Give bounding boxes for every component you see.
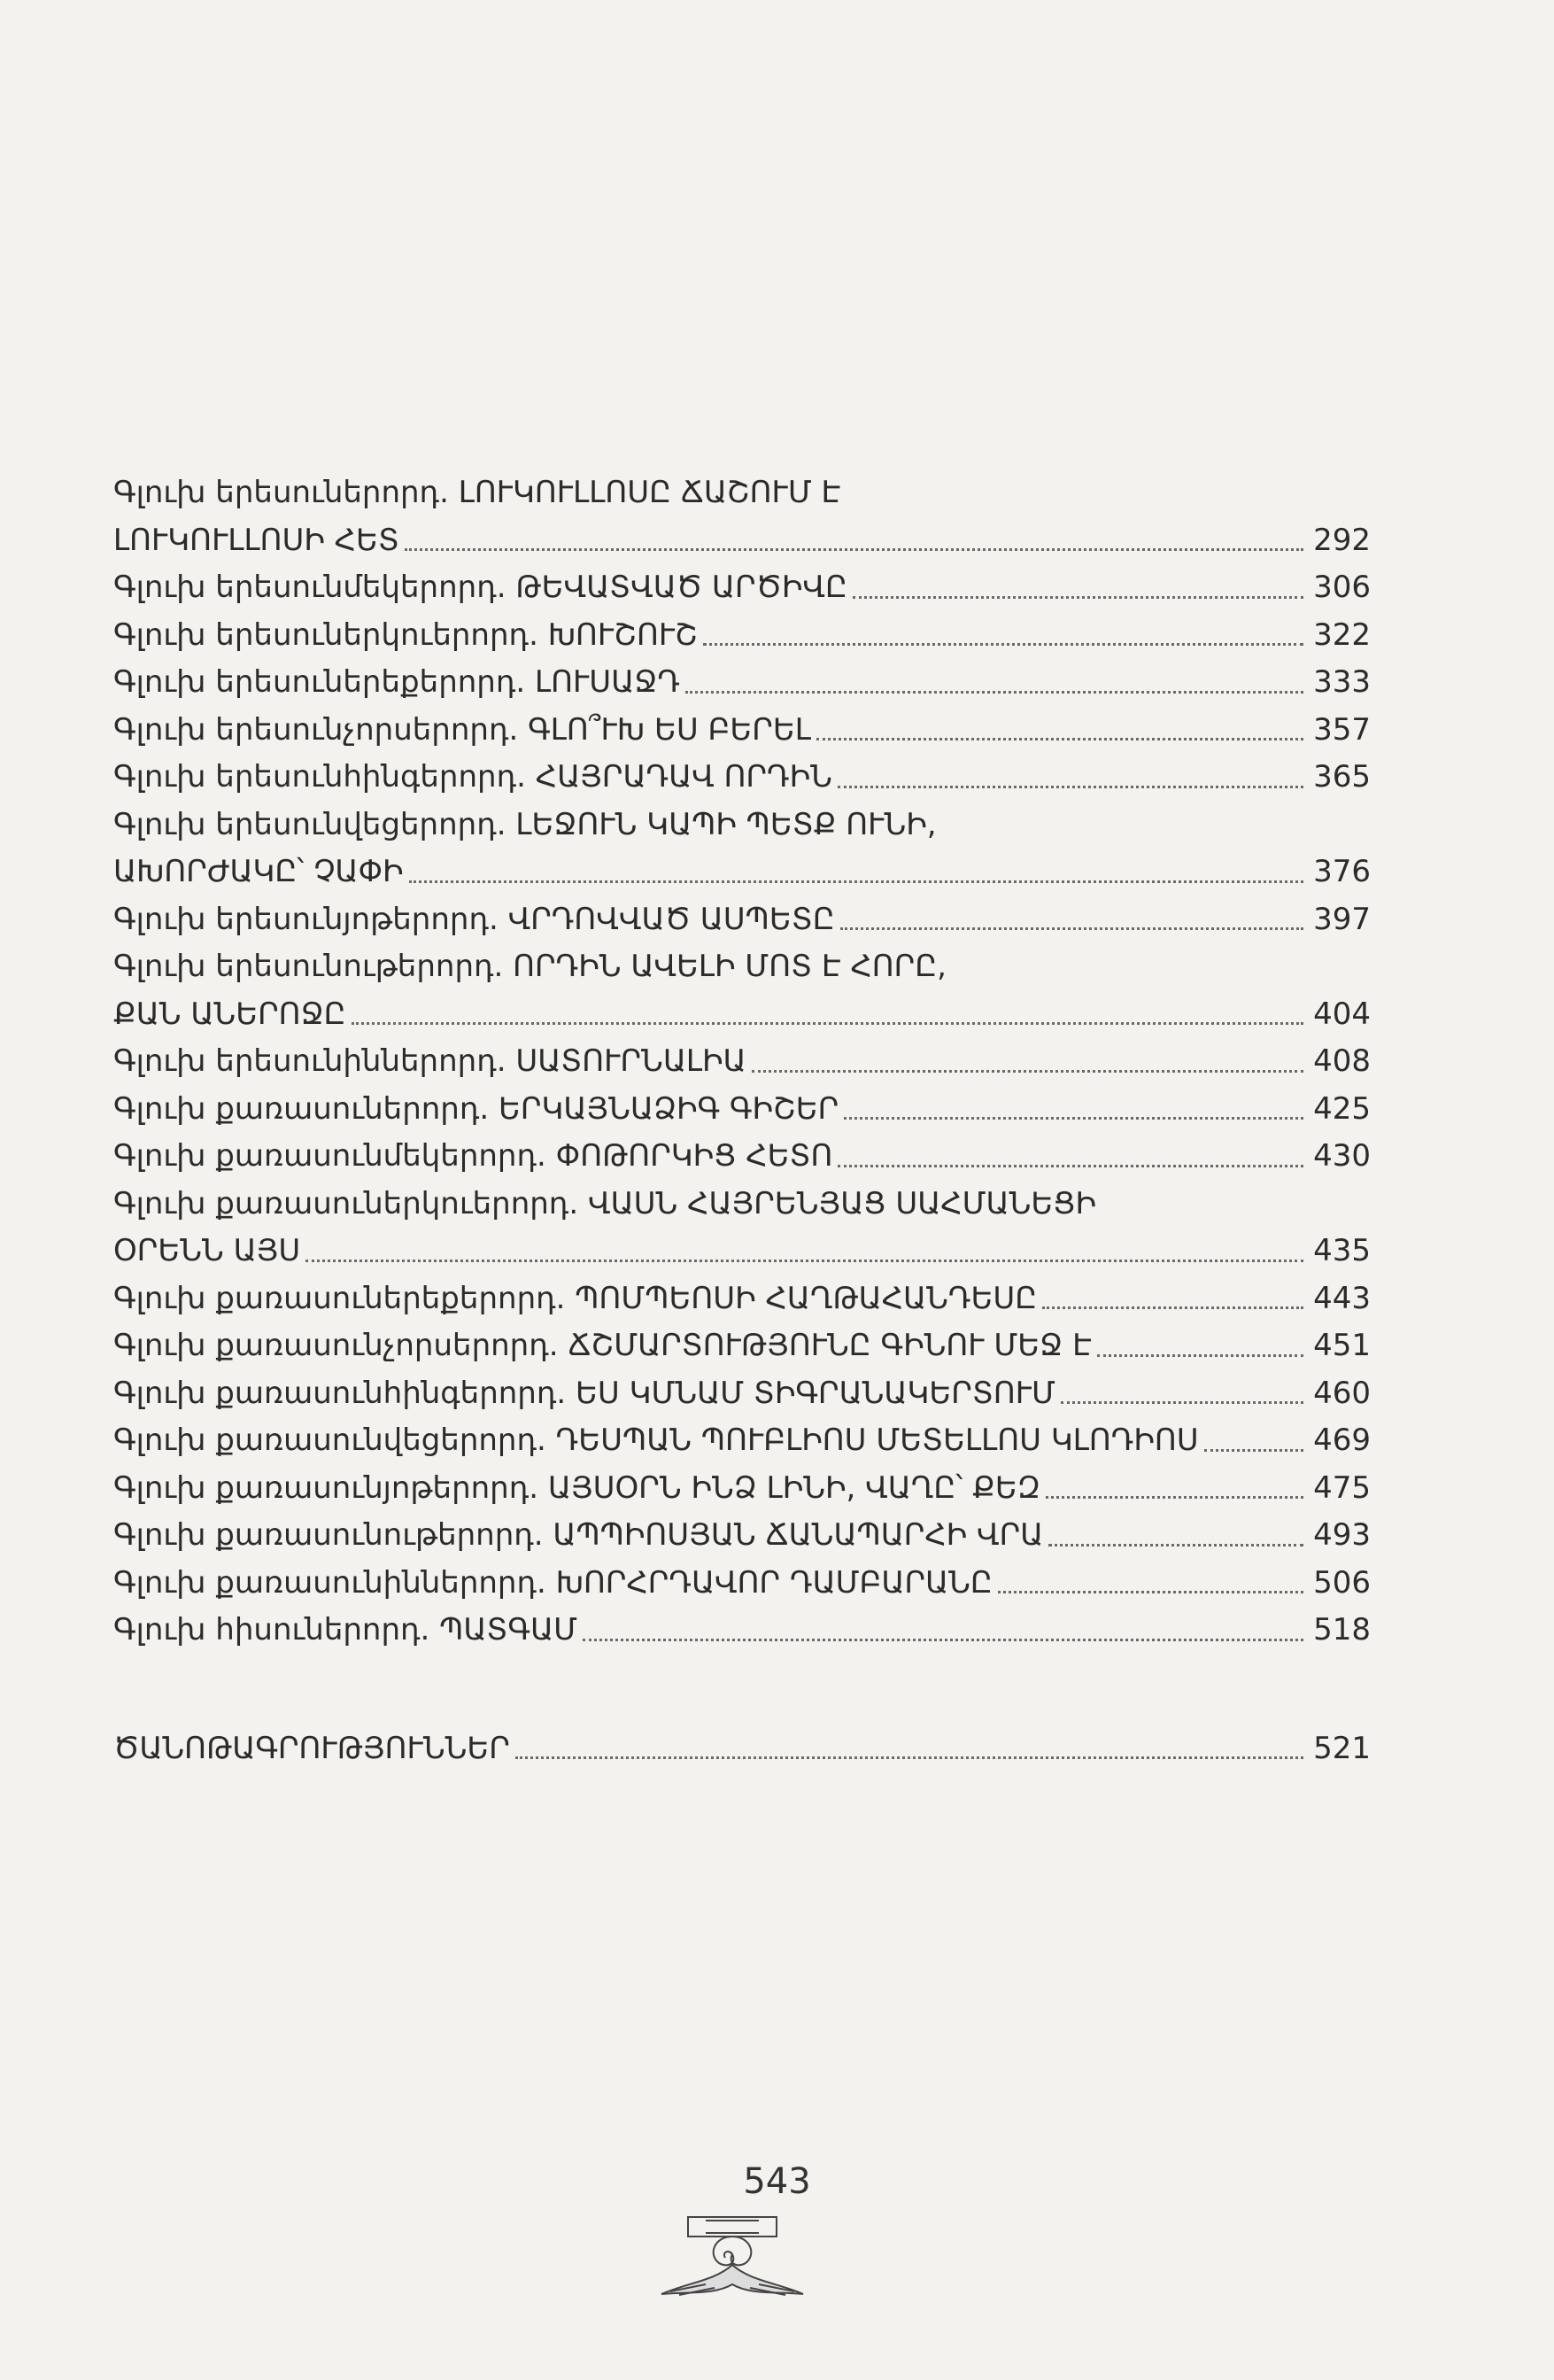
dot-leader (838, 1165, 1303, 1167)
dot-leader (752, 1070, 1303, 1073)
table-of-contents (113, 469, 1371, 1772)
bleed-through-text (0, 266, 1554, 331)
toc-entry (113, 754, 1371, 802)
dot-leader (409, 880, 1303, 883)
toc-entry-title-continuation: ՕՐԵՆՆ ԱՅՍ (113, 1233, 301, 1268)
toc-notes-entry (113, 1725, 1371, 1773)
toc-entry-title: Գլուխ հիսուներորդ. ՊԱՏԳԱՄ (113, 1612, 577, 1647)
toc-entry-page: 333 (1313, 664, 1371, 700)
toc-entry-title: Գլուխ երեսունմեկերորդ. ԹԵՎԱՏՎԱԾ ԱՐԾԻՎԸ (113, 570, 847, 605)
toc-entry-title: Գլուխ երեսունյոթերորդ. ՎՐԴՈՎՎԱԾ ԱՍՊԵՏԸ (113, 901, 835, 937)
toc-entry-continuation (113, 1228, 1371, 1275)
dot-leader (844, 1117, 1303, 1120)
toc-entry-title: Գլուխ երեսունչորսերորդ. ԳԼՈ՞ՒԽ ԵՍ ԲԵՐԵԼ (113, 711, 811, 748)
toc-entry-title: Գլուխ երեսուներեքերորդ. ԼՈՒՍԱՋԴ (113, 664, 680, 700)
toc-entry-title: Գլուխ քառասունութերորդ. ԱՊՊԻՈՍՅԱՆ ՃԱՆԱՊԱՐՀԻ ՎՐԱ (113, 1517, 1044, 1553)
toc-entry-page: 451 (1313, 1328, 1371, 1363)
toc-entry-page: 404 (1313, 996, 1371, 1032)
toc-entry (113, 659, 1371, 707)
toc-entry-page: 425 (1313, 1090, 1371, 1127)
toc-entry-title: Գլուխ քառասունյոթերորդ. ԱՅՍՕՐՆ ԻՆՁ ԼԻՆԻ, ՎԱՂԸ՝ ՔԵԶ (113, 1469, 1041, 1506)
spacer (113, 1655, 1371, 1725)
toc-entry (113, 1512, 1371, 1560)
toc-entry-page: 435 (1313, 1233, 1371, 1268)
dot-leader (1204, 1449, 1303, 1452)
toc-entry-title: Գլուխ երեսունհինգերորդ. ՀԱՅՐԱԴԱՎ ՈՐԴԻՆ (113, 759, 832, 795)
toc-entry (113, 1038, 1371, 1086)
toc-entry-title: Գլուխ քառասուներկուերորդ. ՎԱՍՆ ՀԱՅՐԵՆՅԱՑ ՍԱՀՄԱՆԵՑԻ (113, 1185, 1097, 1221)
toc-entry (113, 1465, 1371, 1513)
toc-entry-page: 408 (1313, 1043, 1371, 1079)
toc-entry-title-continuation: ԱԽՈՐԺԱԿԸ՝ ՉԱՓԻ (113, 854, 404, 889)
toc-entry-title: Գլուխ երեսունվեցերորդ. ԼԵՋՈՒՆ ԿԱՊԻ ՊԵՏՔ ՈՒՆԻ, (113, 806, 937, 842)
toc-entry (113, 1181, 1371, 1229)
dot-leader (853, 596, 1303, 599)
dot-leader (305, 1260, 1303, 1262)
toc-entry-page: 397 (1313, 901, 1371, 937)
dot-leader (703, 643, 1303, 646)
dot-leader (998, 1591, 1303, 1593)
toc-entry-page: 357 (1313, 711, 1371, 748)
toc-entry-page: 475 (1313, 1469, 1371, 1506)
toc-entry-page: 469 (1313, 1423, 1371, 1458)
dot-leader (1097, 1354, 1303, 1357)
toc-entry (113, 564, 1371, 612)
toc-entry-title: Գլուխ քառասունչորսերորդ. ՃՇՄԱՐՏՈՒԹՅՈՒՆԸ ԳԻՆՈՒ ՄԵՋ Է (113, 1328, 1092, 1363)
dot-leader (816, 738, 1303, 740)
toc-entry-title: Գլուխ երեսունիններորդ. ՍԱՏՈՒՐՆԱԼԻԱ (113, 1043, 746, 1079)
toc-entry-title: Գլուխ քառասուներեքերորդ. ՊՈՄՊԵՈՍԻ ՀԱՂԹԱՀԱՆԴԵՍԸ (113, 1280, 1038, 1316)
toc-entry-page: 493 (1313, 1517, 1371, 1553)
toc-entry-page: 430 (1313, 1138, 1371, 1174)
dot-leader (1061, 1401, 1303, 1404)
toc-entry (113, 802, 1371, 849)
toc-entry (113, 1275, 1371, 1323)
toc-entry-page: 306 (1313, 570, 1371, 605)
toc-entry (113, 1086, 1371, 1134)
dot-leader (1046, 1496, 1303, 1499)
toc-entry-continuation (113, 991, 1371, 1039)
toc-entry (113, 943, 1371, 991)
toc-notes-page: 521 (1313, 1730, 1371, 1766)
dot-leader (405, 548, 1303, 551)
toc-entry-page: 443 (1313, 1280, 1371, 1316)
toc-entry (113, 612, 1371, 660)
toc-entry (113, 1322, 1371, 1370)
toc-entry (113, 469, 1371, 517)
toc-notes-title: ԾԱՆՈԹԱԳՐՈՒԹՅՈՒՆՆԵՐ (113, 1730, 510, 1766)
toc-entry-page: 460 (1313, 1375, 1371, 1411)
toc-entry-page: 322 (1313, 616, 1371, 653)
toc-entry (113, 1607, 1371, 1655)
toc-entry (113, 1133, 1371, 1181)
toc-entry-title: Գլուխ երեսուներկուերորդ. ԽՈՒՇՈՒՇ (113, 616, 698, 653)
dot-leader (1048, 1544, 1303, 1547)
toc-entry-title-continuation: ՔԱՆ ԱՆԵՐՈՋԸ (113, 996, 346, 1032)
decorative-ornament-icon (653, 2210, 812, 2307)
toc-entry (113, 1370, 1371, 1418)
dot-leader (838, 786, 1303, 788)
toc-entry-page: 518 (1313, 1612, 1371, 1647)
toc-entry (113, 1560, 1371, 1608)
toc-entry-page: 376 (1313, 854, 1371, 889)
toc-entry-page: 365 (1313, 759, 1371, 795)
toc-entry-continuation (113, 849, 1371, 896)
toc-entry-title: Գլուխ քառասունհինգերորդ. ԵՍ ԿՄՆԱՄ ՏԻԳՐԱՆԱԿԵՐՏՈՒՄ (113, 1375, 1055, 1411)
dot-leader (685, 691, 1303, 694)
page-number: 543 (743, 2161, 811, 2202)
toc-entry-page: 292 (1313, 522, 1371, 558)
dot-leader (515, 1756, 1303, 1759)
toc-entry-continuation (113, 517, 1371, 565)
toc-entry-page: 506 (1313, 1564, 1371, 1601)
toc-entry-title-continuation: ԼՈՒԿՈՒԼԼՈՍԻ ՀԵՏ (113, 522, 399, 558)
toc-entry (113, 707, 1371, 755)
toc-entry (113, 1417, 1371, 1465)
toc-entry-title: Գլուխ երեսունութերորդ. ՈՐԴԻՆ ԱՎԵԼԻ ՄՈՏ Է ՀՈՐԸ, (113, 949, 947, 984)
dot-leader (840, 927, 1303, 930)
dot-leader (583, 1639, 1303, 1641)
dot-leader (1042, 1306, 1303, 1309)
toc-entry (113, 896, 1371, 944)
dot-leader (352, 1022, 1303, 1025)
toc-entry-title: Գլուխ քառասունվեցերորդ. ԴԵՍՊԱՆ ՊՈՒԲԼԻՈՍ ՄԵՏԵԼԼՈՍ ԿԼՈԴԻՈՍ (113, 1423, 1199, 1458)
toc-entry-title: Գլուխ քառասունմեկերորդ. ՓՈԹՈՐԿԻՑ ՀԵՏՈ (113, 1138, 833, 1174)
toc-entry-title: Գլուխ երեսուներորդ. ԼՈՒԿՈՒԼԼՈՍԸ ՃԱՇՈՒՄ Է (113, 475, 841, 510)
toc-entry-title: Գլուխ քառասուներորդ. ԵՐԿԱՅՆԱՁԻԳ ԳԻՇԵՐ (113, 1090, 839, 1127)
toc-entry-title: Գլուխ քառասունիններորդ. ԽՈՐՀՐԴԱՎՈՐ ԴԱՄԲԱՐԱՆԸ (113, 1564, 993, 1601)
